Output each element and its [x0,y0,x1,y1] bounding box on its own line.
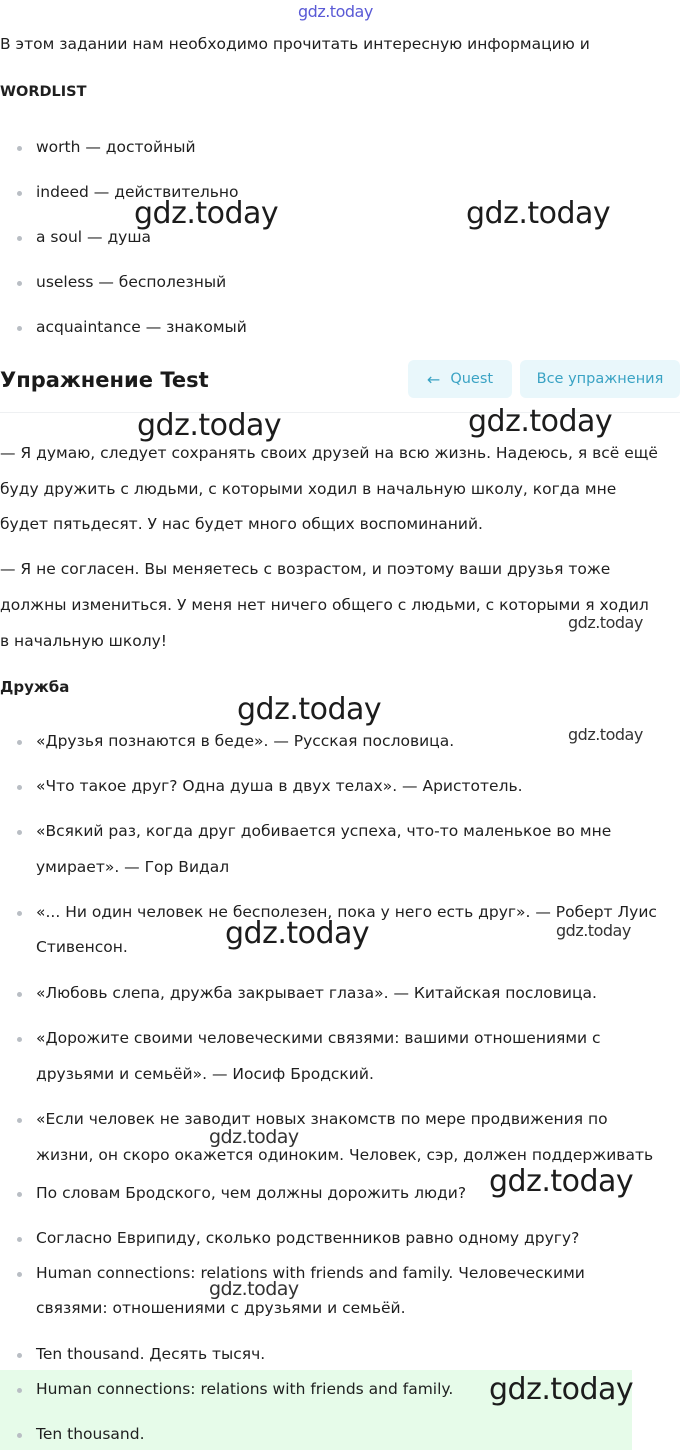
intro-text: В этом задании нам необходимо прочитать интересную информацию и [0,35,590,53]
text-line: — Я думаю, следует сохранять своих друзей на всю жизнь. Надеюсь, я всё ещё [0,444,658,462]
list-item: «... Ни один человек не бесполезен, пока у него есть друг». — Роберт Луис [36,903,657,921]
list-item: useless — бесполезный [36,273,227,291]
bullet [17,785,22,790]
bullet [17,1353,22,1358]
watermark: gdz.today [568,725,643,744]
exercise-title: Упражнение Test [0,368,209,392]
answer-item: Human connections: relations with friends and family. [36,1380,454,1398]
watermark: gdz.today [225,916,370,951]
list-item: «Что такое друг? Одна душа в двух телах». — Аристотель. [36,777,523,795]
list-item: acquaintance — знакомый [36,318,247,336]
watermark: gdz.today [568,613,643,632]
list-item: a soul — душа [36,228,152,246]
list-item: «Если человек не заводит новых знакомств по мере продвижения по [36,1110,608,1128]
watermark: gdz.today [134,196,279,231]
list-item-cont: друзьями и семьёй». — Иосиф Бродский. [36,1065,374,1083]
list-item: worth — достойный [36,138,196,156]
back-quest-button[interactable] [408,360,512,398]
bullet [17,1237,22,1242]
bullet [17,1272,22,1277]
text-line: — Я не согласен. Вы меняетесь с возрастом, и поэтому ваши друзья тоже [0,560,611,578]
bullet [17,236,22,241]
list-item: «Любовь слепа, дружба закрывает глаза». — Китайская пословица. [36,984,597,1002]
bullet [17,1037,22,1042]
watermark: gdz.today [137,408,282,443]
list-item: Согласно Еврипиду, сколько родственников равно одному другу? [36,1229,580,1247]
bullet [17,326,22,331]
bullet [17,1433,22,1438]
text-line: буду дружить с людьми, с которыми ходил в начальную школу, когда мне [0,480,617,498]
watermark: gdz.today [489,1164,634,1199]
bullet [17,1388,22,1393]
text-line: должны измениться. У меня нет ничего общего с людьми, с которыми я ходил [0,596,649,614]
bullet [17,1192,22,1197]
all-exercises-button[interactable]: Все упражнения [520,360,680,398]
watermark: gdz.today [489,1372,634,1407]
watermark: gdz.today [209,1126,299,1148]
list-item: «Друзья познаются в беде». — Русская пословица. [36,732,455,750]
watermark: gdz.today [466,196,611,231]
bullet [17,740,22,745]
bullet [17,146,22,151]
list-item: «Дорожите своими человеческими связями: вашими отношениями с [36,1029,601,1047]
answer-item: Ten thousand. [36,1425,145,1443]
list-item-cont: Стивенсон. [36,938,128,956]
arrow-left-icon: ← [426,369,441,389]
friendship-title: Дружба [0,678,70,696]
list-item-cont: умирает». — Гор Видал [36,858,230,876]
watermark: gdz.today [468,404,613,439]
wordlist-title: WORDLIST [0,84,87,100]
bullet [17,830,22,835]
list-item: Ten thousand. Десять тысяч. [36,1345,266,1363]
text-line: в начальную школу! [0,632,167,650]
bullet [17,281,22,286]
text-line: будет пятьдесят. У нас будет много общих воспоминаний. [0,515,483,533]
list-item: indeed — действительно [36,183,239,201]
watermark: gdz.today [556,921,631,940]
bullet [17,1118,22,1123]
list-item-cont: жизни, он скоро окажется одиноким. Человек, сэр, должен поддерживать [36,1146,654,1164]
bullet [17,191,22,196]
list-item: «Всякий раз, когда друг добивается успеха, что-то маленькое во мне [36,822,612,840]
back-quest-label: Quest [450,371,494,387]
watermark: gdz.today [237,692,382,727]
bullet [17,911,22,916]
watermark: gdz.today [209,1278,299,1300]
list-item: По словам Бродского, чем должны дорожить люди? [36,1184,467,1202]
bullet [17,992,22,997]
watermark: gdz.today [298,2,373,21]
list-item-cont: связями: отношениями с друзьями и семьёй. [36,1299,406,1317]
list-item: Human connections: relations with friends and family. Человеческими [36,1264,585,1282]
